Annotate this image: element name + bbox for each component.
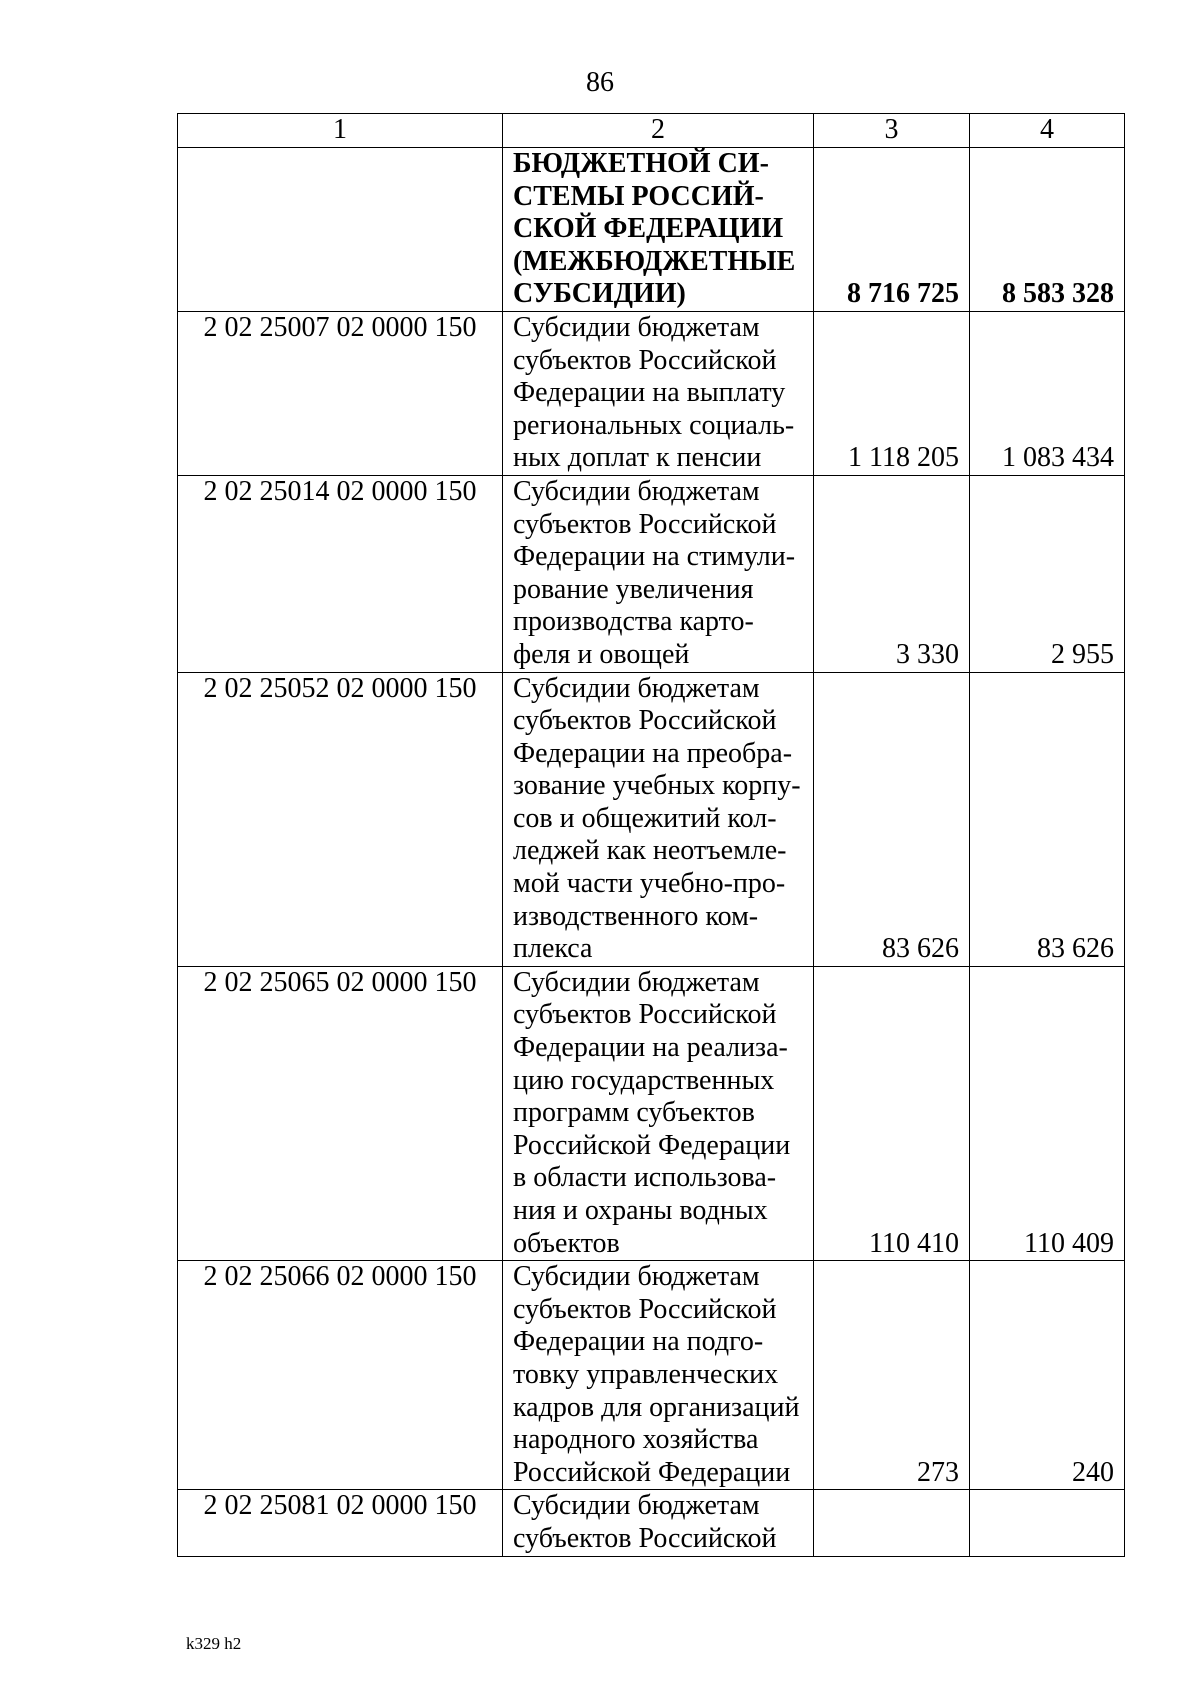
amount-column-4-cell: 8 583 328 <box>970 148 1125 312</box>
description-line: Субсидии бюджетам <box>513 475 760 507</box>
description-line: мой части учебно-про- <box>513 868 786 900</box>
description-line: товку управленческих <box>513 1358 779 1390</box>
budget-code-cell <box>178 148 503 312</box>
description-line: СУБСИДИИ) <box>513 278 686 310</box>
amount-column-3-cell: 1 118 205 <box>814 311 970 475</box>
amount-column-4-cell: 110 409 <box>970 966 1125 1260</box>
description-line: Федерации на подго- <box>513 1326 764 1358</box>
amount-column-4-cell <box>970 1490 1125 1556</box>
description-line: субъектов Российской <box>513 1522 777 1554</box>
description-line: ния и охраны водных <box>513 1195 768 1226</box>
amount-column-4-cell: 240 <box>970 1261 1125 1490</box>
description-line: производства карто- <box>513 606 754 638</box>
amount-column-3-cell: 3 330 <box>814 475 970 672</box>
header-row <box>178 114 1125 148</box>
description-line: (МЕЖБЮДЖЕТНЫЕ <box>513 245 796 277</box>
table-row <box>178 1490 1125 1556</box>
description-line: ных доплат к пенсии <box>513 442 762 474</box>
description-line: БЮДЖЕТНОЙ СИ- <box>513 148 769 179</box>
description-line: Российской Федерации <box>513 1129 791 1161</box>
amount-column-4-cell: 1 083 434 <box>970 311 1125 475</box>
description-cell <box>503 1261 814 1490</box>
description-line: народного хозяйства <box>513 1424 759 1456</box>
description-line: плекса <box>513 933 593 965</box>
description-line: Федерации на реализа- <box>513 1032 788 1064</box>
table-row <box>178 966 1125 1260</box>
amount-column-3-cell: 83 626 <box>814 672 970 966</box>
amount-column-3-cell: 110 410 <box>814 966 970 1260</box>
description-line: Федерации на выплату <box>513 377 786 409</box>
description-cell <box>503 475 814 672</box>
description-line: СТЕМЫ РОССИЙ- <box>513 180 764 212</box>
description-line: зование учебных корпу- <box>513 770 801 802</box>
description-line: в области использова- <box>513 1162 777 1194</box>
description-line: Субсидии бюджетам <box>513 672 760 704</box>
description-line: леджей как неотъемле- <box>513 835 787 867</box>
description-line: программ субъектов <box>513 1097 755 1129</box>
footer-code: k329 h2 <box>186 1634 242 1653</box>
description-line: сов и общежитий кол- <box>513 802 777 834</box>
column-header-4: 4 <box>970 114 1125 148</box>
table-row <box>178 475 1125 672</box>
amount-column-3-cell: 273 <box>814 1261 970 1490</box>
description-line: Российской Федерации <box>513 1456 791 1488</box>
page-number: 86 <box>586 67 614 98</box>
description-line: кадров для организаций <box>513 1391 800 1423</box>
description-cell <box>503 311 814 475</box>
table-row <box>178 1261 1125 1490</box>
budget-code-cell: 2 02 25052 02 0000 150 <box>178 672 503 966</box>
description-line: Субсидии бюджетам <box>513 1261 760 1293</box>
column-header-3: 3 <box>814 114 970 148</box>
description-line: субъектов Российской <box>513 508 777 540</box>
description-line: Субсидии бюджетам <box>513 966 760 998</box>
description-line: субъектов Российской <box>513 1293 777 1325</box>
description-line: субъектов Российской <box>513 705 777 737</box>
column-header-1: 1 <box>178 114 503 148</box>
budget-code-cell: 2 02 25065 02 0000 150 <box>178 966 503 1260</box>
budget-code-cell: 2 02 25081 02 0000 150 <box>178 1490 503 1556</box>
amount-column-4-cell: 2 955 <box>970 475 1125 672</box>
budget-table <box>177 113 1125 1557</box>
amount-column-3-cell: 8 716 725 <box>814 148 970 312</box>
description-line: субъектов Российской <box>513 344 777 376</box>
table-row <box>178 148 1125 312</box>
table-row <box>178 311 1125 475</box>
description-cell <box>503 672 814 966</box>
description-line: субъектов Российской <box>513 999 777 1031</box>
description-line: Субсидии бюджетам <box>513 311 760 343</box>
table-body <box>178 148 1125 1557</box>
amount-column-4-cell: 83 626 <box>970 672 1125 966</box>
description-cell <box>503 966 814 1260</box>
column-header-2: 2 <box>503 114 814 148</box>
table-header <box>178 114 1125 148</box>
budget-code-cell: 2 02 25014 02 0000 150 <box>178 475 503 672</box>
description-line: изводственного ком- <box>513 900 759 932</box>
description-line: цию государственных <box>513 1064 775 1096</box>
description-line: Федерации на преобра- <box>513 737 793 769</box>
description-cell <box>503 148 814 312</box>
description-line: Субсидии бюджетам <box>513 1490 760 1522</box>
table-row <box>178 672 1125 966</box>
description-line: объектов <box>513 1227 620 1259</box>
description-line: феля и овощей <box>513 638 690 670</box>
description-line: СКОЙ ФЕДЕРАЦИИ <box>513 213 784 245</box>
description-line: региональных социаль- <box>513 409 795 441</box>
budget-code-cell: 2 02 25066 02 0000 150 <box>178 1261 503 1490</box>
amount-column-3-cell <box>814 1490 970 1556</box>
description-line: Федерации на стимули- <box>513 541 796 573</box>
budget-code-cell: 2 02 25007 02 0000 150 <box>178 311 503 475</box>
description-cell <box>503 1490 814 1556</box>
description-line: рование увеличения <box>513 573 754 605</box>
